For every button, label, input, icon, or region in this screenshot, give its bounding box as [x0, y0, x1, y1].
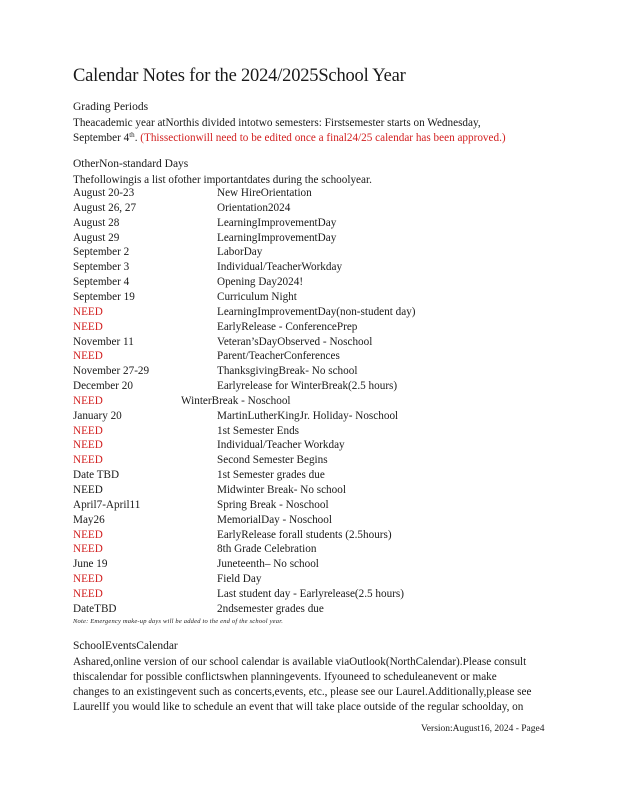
date-row [0, 499, 618, 514]
other-days-intro: Thefollowingis a list ofother importantdates during the schoolyear. [73, 174, 372, 186]
date-cell: Date TBD [73, 469, 120, 482]
date-row [0, 395, 618, 410]
event-cell: 2ndsemester grades due [217, 602, 324, 615]
date-cell: September 3 [73, 261, 130, 274]
date-row [0, 365, 618, 380]
event-cell: Individual/Teacher Workday [217, 439, 345, 452]
date-cell: August 20-23 [73, 187, 135, 199]
date-row [0, 543, 618, 558]
date-cell: NEED [73, 484, 103, 496]
date-row [0, 454, 618, 469]
date-cell: November 11 [73, 335, 134, 348]
events-heading: SchoolEventsCalendar [73, 640, 178, 652]
date-cell: NEED [73, 588, 103, 600]
event-cell: Juneteenth– No school [217, 558, 319, 571]
event-cell: 1st Semester Ends [217, 424, 300, 437]
event-cell: ThanksgivingBreak- No school [217, 365, 358, 378]
date-row [0, 261, 618, 276]
date-row [0, 529, 618, 544]
date-cell: NEED [73, 528, 103, 541]
grading-date: September 4 [73, 132, 130, 144]
event-cell: Orientation2024 [217, 201, 291, 214]
date-row [0, 573, 618, 588]
date-row [0, 291, 618, 306]
date-cell: December 20 [73, 380, 133, 392]
date-row [0, 321, 618, 336]
date-row [0, 425, 618, 440]
event-cell: LearningImprovementDay [217, 216, 337, 229]
date-cell: DateTBD [73, 602, 117, 615]
date-cell: NEED [73, 439, 103, 452]
event-cell: Curriculum Night [217, 290, 297, 303]
event-cell: Last student day - Earlyrelease(2.5 hours) [217, 588, 405, 600]
date-cell: NEED [73, 350, 103, 363]
event-cell: Spring Break - Noschool [217, 498, 329, 511]
grading-period: . [134, 132, 138, 144]
grading-date-suffix: th [129, 131, 135, 139]
other-days-heading: OtherNon-standard Days [73, 158, 189, 170]
event-cell: LearningImprovementDay(non-student day) [217, 305, 416, 318]
date-cell: NEED [73, 424, 103, 437]
event-cell: EarlyRelease - ConferencePrep [217, 320, 358, 333]
date-row [0, 380, 618, 395]
event-cell: Parent/TeacherConferences [217, 350, 340, 363]
date-row [0, 187, 618, 202]
date-row [0, 306, 618, 321]
date-row [0, 246, 618, 261]
event-cell: MemorialDay - Noschool [217, 513, 332, 526]
event-cell: Veteran’sDayObserved - Noschool [217, 335, 373, 348]
date-cell: NEED [73, 305, 103, 318]
date-cell: September 4 [73, 276, 130, 289]
date-cell: November 27-29 [73, 365, 150, 378]
event-cell: 8th Grade Celebration [217, 543, 317, 556]
date-cell: June 19 [73, 558, 108, 571]
page-title: Calendar Notes for the 2024/2025School Year [73, 66, 406, 86]
events-line-2: thiscalendar for possible conflictswhen planningevents. Ifyouneed to scheduleanevent or make [73, 671, 497, 683]
date-row [0, 439, 618, 454]
event-cell: Midwinter Break- No school [217, 484, 346, 496]
date-row [0, 484, 618, 499]
date-row [0, 202, 618, 217]
date-row [0, 558, 618, 573]
page-footer: Version:August16, 2024 - Page4 [421, 724, 545, 734]
date-cell: May26 [73, 513, 105, 526]
date-cell: NEED [73, 454, 103, 467]
grading-line-2 [73, 131, 506, 146]
date-row [0, 276, 618, 291]
events-line-4: LaurelIf you would like to schedule an event that will take place outside of the regular schoolday, on [73, 701, 524, 713]
event-cell: MartinLutherKingJr. Holiday- Noschool [217, 409, 399, 422]
event-cell: 1st Semester grades due [217, 469, 325, 482]
date-cell: NEED [73, 573, 103, 586]
event-cell: Earlyrelease for WinterBreak(2.5 hours) [217, 380, 398, 392]
date-row [0, 514, 618, 529]
date-cell: August 26, 27 [73, 201, 137, 214]
events-line-3: changes to an existingevent such as concerts,events, etc., please see our Laurel.Additionally,please see [73, 686, 532, 698]
event-cell: Opening Day2024! [217, 276, 304, 289]
date-row [0, 232, 618, 247]
grading-edit-note: (Thissectionwill need to be edited once a final24/25 calendar has been approved.) [137, 132, 506, 144]
grading-line-1: Theacademic year atNorthis divided intotwo semesters: Firstsemester starts on Wednesday, [73, 117, 481, 129]
date-cell: September 19 [73, 290, 135, 303]
date-cell: September 2 [73, 246, 130, 259]
date-row [0, 336, 618, 351]
date-row [0, 217, 618, 232]
event-cell: Individual/TeacherWorkday [217, 261, 343, 274]
date-cell: April7-April11 [73, 498, 141, 511]
date-cell: January 20 [73, 409, 122, 422]
date-row [0, 603, 618, 618]
date-cell: NEED [73, 320, 103, 333]
date-row [0, 350, 618, 365]
event-cell: LaborDay [217, 246, 263, 259]
events-line-1: Ashared,online version of our school calendar is available viaOutlook(NorthCalendar).Please consult [73, 656, 527, 668]
date-row [0, 588, 618, 603]
event-cell: Field Day [217, 573, 262, 586]
event-cell: LearningImprovementDay [217, 231, 337, 244]
grading-heading: Grading Periods [73, 101, 149, 113]
date-row [0, 410, 618, 425]
date-cell: NEED [73, 543, 103, 556]
date-cell: August 29 [73, 231, 120, 244]
event-cell: EarlyRelease forall students (2.5hours) [217, 528, 392, 541]
date-cell: August 28 [73, 216, 120, 229]
date-row [0, 469, 618, 484]
event-cell: WinterBreak - Noschool [181, 394, 291, 407]
emergency-note: Note: Emergency make-up days will be added to the end of the school year. [73, 618, 284, 625]
date-cell: NEED [73, 394, 103, 407]
event-cell: New HireOrientation [217, 187, 312, 199]
event-cell: Second Semester Begins [217, 454, 328, 467]
